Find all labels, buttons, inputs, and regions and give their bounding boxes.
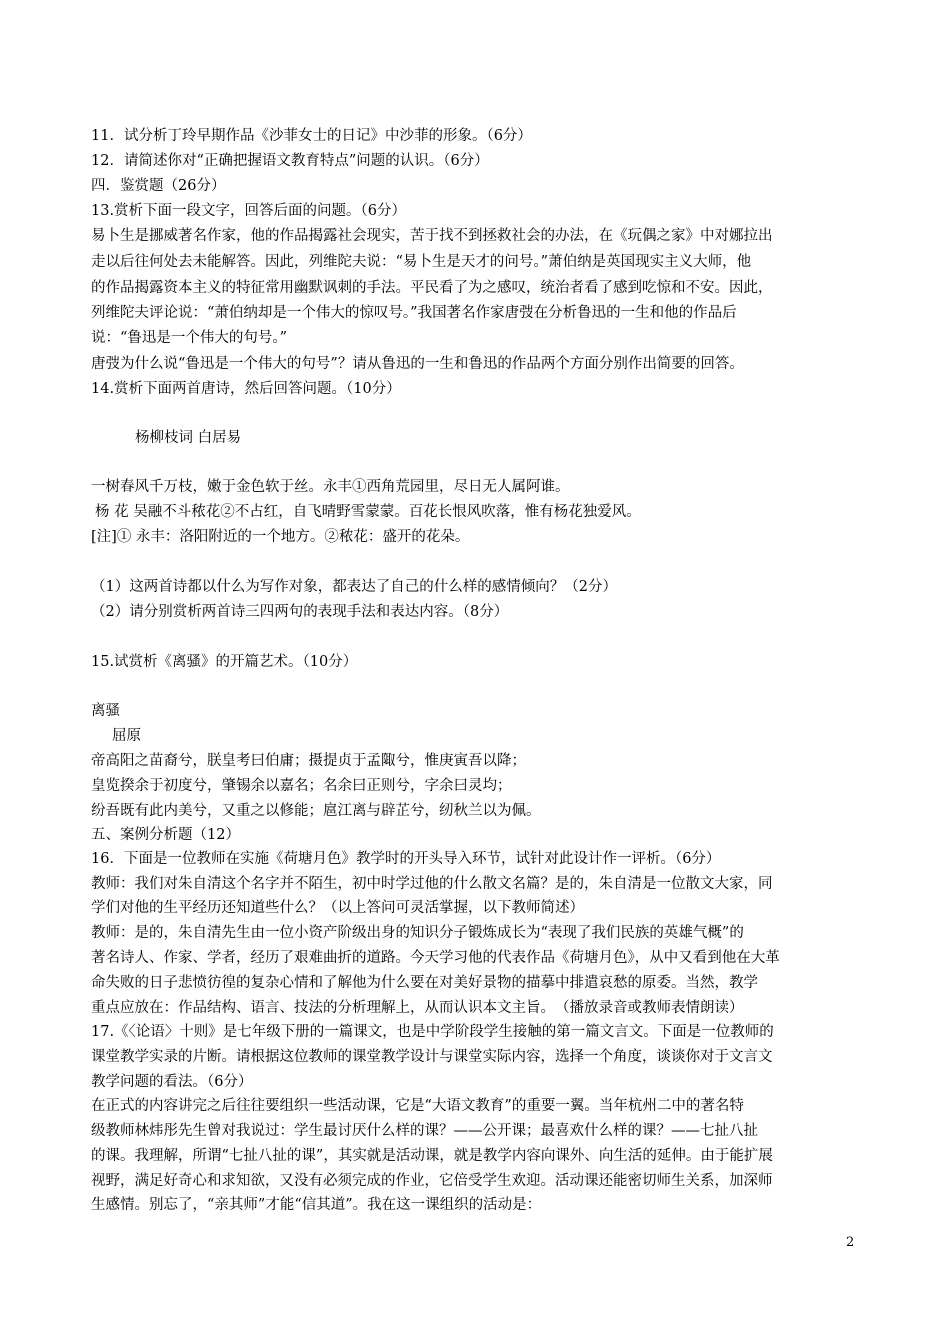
question-17: 教学问题的看法。（6分）: [91, 1074, 253, 1090]
case-text-line: 著名诗人、作家、学者，经历了艰难曲折的道路。今天学习他的代表作品《荷塘月色》，从中又看到他在大革: [91, 950, 780, 966]
question-16: 16．下面是一位教师在实施《荷塘月色》教学时的开头导入环节，试针对此设计作一评析。（6分）: [91, 851, 721, 867]
poem-note: [注]① 永丰：洛阳附近的一个地方。②秾花：盛开的花朵。: [91, 529, 470, 545]
question-15: 15.试赏析《离骚》的开篇艺术。（10分）: [91, 654, 358, 670]
case-text-line: 教师：我们对朱自清这个名字并不陌生，初中时学过他的什么散文名篇？是的，朱自清是一位散文大家，同: [91, 876, 773, 892]
passage-line: 列维陀夫评论说：“萧伯纳却是一个伟大的惊叹号。”我国著名作家唐弢在分析鲁迅的一生和他的作品后: [91, 305, 737, 321]
passage-line: 易卜生是挪威著名作家，他的作品揭露社会现实，苦于找不到拯救社会的办法，在《玩偶之家》中对娜拉出: [91, 228, 773, 244]
case-text-line: 命失败的日子悲愤彷徨的复杂心情和了解他为什么要在对美好景物的描摹中排遣哀愁的原委。当然，教学: [91, 975, 758, 991]
sub-question: （2）请分别赏析两首诗三四两句的表现手法和表达内容。（8分）: [91, 604, 509, 620]
poem-title: 离骚: [91, 703, 120, 719]
question-17: 17.《〈论语〉十则》是七年级下册的一篇课文，也是中学阶段学生接触的第一篇文言文。下面是一位教师的: [91, 1024, 774, 1040]
case-text-line: 视野，满足好奇心和求知欲，又没有必须完成的作业，它倍受学生欢迎。活动课还能密切师生关系，加深师: [91, 1173, 773, 1189]
page-number: 2: [846, 1235, 855, 1250]
question-12: 12．请简述你对“正确把握语文教育特点”问题的认识。（6分）: [91, 153, 489, 169]
section-heading-5: 五、案例分析题（12）: [91, 827, 240, 843]
case-text-line: 重点应放在：作品结构、语言、技法的分析理解上，从而认识本文主旨。 （播放录音或教师表情朗读）: [91, 1000, 744, 1016]
question-13-prompt: 唐弢为什么说“鲁迅是一个伟大的句号”？请从鲁迅的一生和鲁迅的作品两个方面分别作出简要的回答。: [91, 356, 744, 372]
sub-question: （1）这两首诗都以什么为写作对象，都表达了自己的什么样的感情倾向？（2分）: [91, 579, 617, 595]
case-text-line: 级教师林炜彤先生曾对我说过：学生最讨厌什么样的课？——公开课；最喜欢什么样的课？——七扯八扯: [91, 1123, 758, 1139]
passage-line: 的作品揭露资本主义的特征常用幽默讽刺的手法。平民看了为之感叹，统治者看了感到吃惊和不安。因此，: [91, 280, 773, 296]
poem-author: 屈原: [112, 728, 141, 744]
poem-line: 杨 花 吴融不斗秾花②不占红，自飞晴野雪蒙蒙。百花长恨风吹落，惟有杨花独爱风。: [95, 504, 641, 520]
case-text-line: 学们对他的生平经历还知道些什么？（以上答问可灵活掌握，以下教师简述）: [91, 900, 584, 916]
case-text-line: 的课。我理解，所谓“七扯八扯的课”，其实就是活动课，就是教学内容向课外、向生活的延伸。由于能扩展: [91, 1148, 773, 1164]
poem-title: 杨柳枝词 白居易: [135, 430, 242, 446]
question-11: 11．试分析丁玲早期作品《沙菲女士的日记》中沙菲的形象。（6分）: [91, 128, 532, 144]
passage-line: 说：“鲁迅是一个伟大的句号。”: [91, 330, 288, 346]
question-17: 课堂教学实录的片断。请根据这位教师的课堂教学设计与课堂实际内容，选择一个角度，谈谈你对于文言文: [91, 1049, 773, 1065]
question-14: 14.赏析下面两首唐诗，然后回答问题。（10分）: [91, 381, 401, 397]
section-heading-4: 四．鉴赏题（26分）: [91, 178, 226, 194]
poem-line: 一树春风千万枝，嫩于金色软于丝。永丰①西角荒园里，尽日无人属阿谁。: [91, 479, 570, 495]
question-13: 13.赏析下面一段文字，回答后面的问题。（6分）: [91, 203, 407, 219]
poem-line: 纷吾既有此内美兮，又重之以修能；扈江离与辟芷兮，纫秋兰以为佩。: [91, 803, 541, 819]
passage-line: 走以后往何处去未能解答。因此，列维陀夫说：“易卜生是天才的问号。”萧伯纳是英国现实主义大师，他: [91, 254, 752, 270]
case-text-line: 在正式的内容讲完之后往往要组织一些活动课，它是“大语文教育”的重要一翼。当年杭州二中的著名特: [91, 1098, 744, 1114]
poem-line: 帝高阳之苗裔兮，朕皇考曰伯庸；摄提贞于孟陬兮，惟庚寅吾以降；: [91, 753, 526, 769]
case-text-line: 生感情。别忘了，“亲其师”才能“信其道”。我在这一课组织的活动是：: [91, 1197, 542, 1213]
case-text-line: 教师：是的，朱自清先生由一位小资产阶级出身的知识分子锻炼成长为“表现了我们民族的英雄气概”的: [91, 925, 744, 941]
poem-line: 皇览揆余于初度兮，肇锡余以嘉名；名余曰正则兮，字余曰灵均；: [91, 778, 512, 794]
